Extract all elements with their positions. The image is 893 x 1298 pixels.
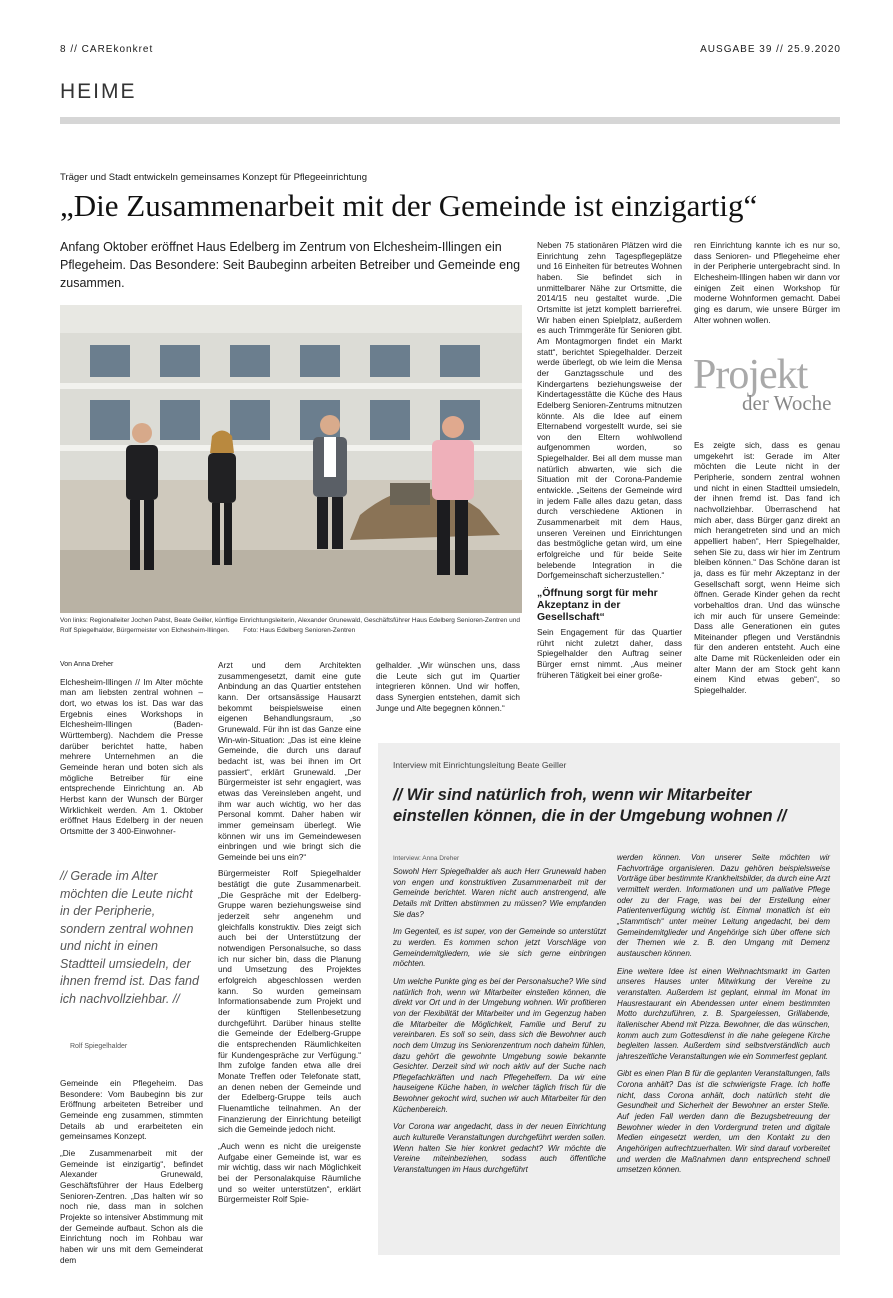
logo-line-2: der Woche bbox=[742, 391, 832, 415]
photo-credit: Foto: Haus Edelberg Senioren-Zentren bbox=[243, 627, 356, 634]
article-paragraph: Neben 75 stationären Plätzen wird die Einrichtung zehn Tagespflegeplätze und 16 Einheiten für betreutes Wohnen haben. Sie befindet sich in unmittelbarer Nähe zur Ortsmitte, die 2014/15 neu gestaltet wurde. „Die Ortsmitte ist jetzt komplett barrierefrei. Wir haben einen Spielplatz, außerdem es auch Trimmgeräte für Senioren gibt. Am Montagmorgen findet ein Markt statt“, berichtet Spiegelhalder. Derzeit werde überlegt, ob wie leim die Mensa der Ganztagsschule und des Kindergartens beziehungsweise der Kindertagesstätte die Küche des Haus Edelberg Senioren-Zentrums mitnutzen könnte. Als die Idee auf einem Elternabend vorgestellt wurde, sei sie von den Eltern wohlwollend aufgenommen worden, so Spiegelhalder. Bei all dem musse man natürlich abwarten, wie sich die Situation mit der Corona-Pandemie entwickle. „Seitens der Gemeinde wird in jedem Falle alles dazu getan, dass durch verschiedene Aktionen in Zusammenarbeit mit dem Haus, unseren Vereinen und Einrichtungen das bestmögliche getan wird, um eine erfolgreiche und für beide Seite belebende Integration in die Dorfgemeinschaft sicherzustellen.“ bbox=[537, 240, 682, 581]
article-paragraph: Gemeinde ein Pflegeheim. Das Besondere: Vom Baubeginn bis zur Eröffnung arbeiteten Betreiber und Gemeinde eng zusammen, stimmten Details ab und erarbeiteten ein gemeinsames Konzept. bbox=[60, 1078, 203, 1142]
article-column-1-continued bbox=[60, 1078, 203, 1271]
interview-paragraph: Eine weitere Idee ist einen Weihnachtsmarkt im Garten unseres Hauses unter Mitwirkung der Vereine zu veranstalten. Außerdem ist geplant, einmal im Monat im Hausrestaurant ein Abendessen unter einem bestimmten Motto durchzuführen, z. B. Spargelessen, Grillabende, italienischer Abend mit Pizza. Bewohner, die das wünschen, komm auch zum Gottesdienst in die nahe gelegene Kirche begleiten lassen. Außerdem sind selbstverständlich auch jahreszeitliche Veranstaltungen wie ein Sommerfest geplant. bbox=[617, 966, 830, 1061]
subheading: „Öffnung sorgt für mehr Akzeptanz in der Gesellschaft“ bbox=[537, 587, 658, 623]
running-head-left: 8 // CAREkonkret bbox=[60, 44, 154, 55]
article-column-4 bbox=[537, 240, 682, 686]
caption-text: Von links: Regionalleiter Jochen Pabst, Beate Geiller, künftige Einrichtungsleiterin, Alexander Grunewald, Geschäftsführer Haus Edelberg Senioren-Zentren und Rolf Spiegelhalder, Bürgermeister von Elchesheim-Illingen. bbox=[60, 617, 520, 634]
article-paragraph: Arzt und dem Architekten zusammengesetzt, damit eine gute Anbindung an das Quartier entstehen kann. Der ortsansässige Hausarzt bekommt beispielsweise einen eigenen Behandlungsraum, „so Grunewald. Für ihn ist das Ganze eine Win-win-Situation: „Das ist eine kleine Gemeinde, die durch uns darauf bedacht ist, was bei ihnen im Ort passiert“, erklärt Grunewald. „Der Bürgermeister ist sehr engagiert, was etwas das Vereinsleben angeht, und ihm war auch wichtig, wo her das Personal kommt. Daher haben wir immer gemeinsam überlegt. Wie können wir uns im Gemeindewesen einbringen und wie bringt sich die Gemeinde bei uns ein?“ bbox=[218, 660, 361, 862]
article-paragraph: gelhalder. „Wir wünschen uns, dass die Leute sich gut im Quartier integrieren können. Und wir hoffen, dass Synergien entstehen, damit sich Junge und Alte begegnen können.“ bbox=[376, 660, 520, 713]
interview-title: // Wir sind natürlich froh, wenn wir Mitarbeiter einstellen können, die in der Umgebung wohnen // bbox=[393, 786, 787, 825]
interview-column-1 bbox=[393, 867, 606, 1183]
interview-paragraph: Im Gegenteil, es ist super, von der Gemeinde so unterstützt zu werden. Es kommen schon jetzt Vorschläge von Gemeindemitgliedern, wie sie sich gerne einbringen möchten. bbox=[393, 927, 606, 969]
interview-paragraph: Gibt es einen Plan B für die geplanten Veranstaltungen, falls Corona anhält? Das ist die schwierigste Frage. Ich hoffe nicht, dass Corona anhält, doch natürlich steht die Gesundheit und Sicherheit der Bewohner an erster Stelle. Auf jeden Fall werden dann die Bezugsbetreuung der Bewohner wieder in den Vordergrund treten und digitale Medien eingesetzt werden, um den Kontakt zu den Angehörigen aufrechtzuerhalten. Wir sind darauf vorbereitet und werden die Maßnahmen dann entsprechend schnell umsetzen können. bbox=[617, 1069, 830, 1175]
article-column-5 bbox=[694, 240, 840, 331]
article-headline: „Die Zusammenarbeit mit der Gemeinde ist einzigartig“ bbox=[60, 188, 758, 223]
interview-paragraph: Sowohl Herr Spiegelhalder als auch Herr Grunewald haben von engen und konstruktiven Zusammenarbeit mit der Gemeinde berichtet. Waren nicht auch anstrengend, alle Details mit Dritten abstimmen zu müssen? Wie empfanden Sie das? bbox=[393, 867, 606, 919]
article-paragraph: Sein Engagement für das Quartier rührt nicht zuletzt daher, dass Spiegelhalder den Auftrag seiner Bürger ernst nimmt. „Aus meiner früheren Tätigkeit bei einer große- bbox=[537, 627, 682, 680]
article-column-3 bbox=[376, 660, 520, 719]
article-paragraph: „Die Zusammenarbeit mit der Gemeinde ist einzigartig“, befindet Alexander Grunewald, Geschäftsführer der Haus Edelberg Senioren-Zentren. „Das halten wir so noch nie, dass man in solchen Projekte so intensiver Abstimmung mit der Gemeinde aufbaut. Schon als die Einrichtung noch im Rohbau war haben wir uns mit dem Gemeinderat dem bbox=[60, 1147, 203, 1265]
photo-illustration bbox=[60, 305, 522, 613]
running-head-right: AUSGABE 39 // 25.9.2020 bbox=[700, 44, 841, 55]
article-paragraph: ren Einrichtung kannte ich es nur so, dass Senioren- und Pflegeheime eher in der Peripherie untergebracht sind. In Elchesheim-Illingen haben wir dann vor einigen Zeit einen Workshop für moderne Wohnformen gemacht. Dabei ging es darum, wie unsere Bürger im Alter wohnen wollen. bbox=[694, 240, 840, 325]
article-kicker: Träger und Stadt entwickeln gemeinsames Konzept für Pflegeeinrichtung bbox=[60, 172, 367, 183]
article-photo bbox=[60, 305, 522, 613]
section-divider bbox=[60, 117, 840, 124]
photo-caption bbox=[60, 616, 522, 636]
interview-paragraph: Um welche Punkte ging es bei der Personalsuche? Wie sind natürlich froh, wenn wir Mitarbeiter einstellen können, die direkt vor Ort und in der Umgebung wohnen. Wir profitieren von der Flexibilität der Mitarbeiter und im Gegenzug haben die Mitarbeiter die Möglichkeit, Familie und Beruf zu vereinbaren. Es soll so sein, dass sich die Bewohner auch noch dem Umzug ins Seniorenzentrum noch daheim fühlen, dazu gehört die gewohnte Umgebung sowie bekannte Gesichter. Derzeit sind wir noch aktiv auf der Suche nach Pflegefachkräften und nach Pflegehelfern. Da wir eine hauseigene Küche haben, in welcher täglich frisch für die Bewohner gekocht wird, suchen wir auch Mitarbeiter für den Küchenbereich. bbox=[393, 976, 606, 1114]
article-column-5-continued bbox=[694, 440, 840, 702]
article-paragraph: Bürgermeister Rolf Spiegelhalder bestätigt die gute Zusammenarbeit. „Die Gespräche mit der Edelberg-Gruppe waren beziehungsweise sind jederzeit sehr angenehm und gleichfalls konstruktiv. Dies zeigt sich auch bei der Unterstützung der notwendigen Personalsuche, so dass ich nur sicher bin, dass die Planung und Umsetzung des Projektes erfolgreich abgeschlossen werden kann. So wurden gemeinsam Informationsabende zum Projekt und der künftigen Stellenbesetzung durchgeführt. Darüber hinaus stellte die Gemeinde der Edelberg-Gruppe die entsprechenden Räumlichkeiten für Kundengespräche zur Verfügung.“ Ihm zufolge fanden etwa alle drei Monate Treffen oder Telefonate statt, an denen neben der Gemeinde und der Edelberg-Gruppe teils auch Fluenamtliche teilnahmen. An der Finanzierung der Einrichtung beteiligt sich die Gemeinde jedoch nicht. bbox=[218, 868, 361, 1135]
interview-paragraph: werden können. Von unserer Seite möchten wir Fachvorträge organisieren. Dazu gehören beispielsweise Vorträge über bestimmte Krankheitsbilder, da durch eine Arzt vermittelt werden. Informationen und um palliative Pflege oder zu der Frage, was bei der Erstellung einer Patientenverfügung wichtig ist. Einmal monatlich ist ein „Stammtisch“ unter meiner Leitung angedacht, bei dem Gemeindemitglieder und Angehörige sich über offene sich der Themen wie z. B. den Umgang mit Demenz austauschen können. bbox=[617, 853, 831, 958]
article-author: Von Anna Dreher bbox=[60, 661, 114, 668]
article-column-2 bbox=[218, 660, 361, 1211]
pull-quote: // Gerade im Alter möchten die Leute nicht in der Peripherie, sondern zentral wohnen und nicht in einen Stadtteil umsiedeln, der ihnen fremd ist. Das fand ich nachvollziehbar. // bbox=[60, 869, 199, 1006]
interview-column-2 bbox=[617, 853, 830, 1183]
interview-kicker: Interview mit Einrichtungsleitung Beate Geiller bbox=[393, 760, 567, 770]
article-lead: Anfang Oktober eröffnet Haus Edelberg im Zentrum von Elchesheim-Illingen ein Pflegeheim. Das Besondere: Seit Baubeginn arbeiten Betreiber und Gemeinde eng zusammen. bbox=[60, 240, 521, 290]
projekt-der-woche-logo bbox=[693, 352, 843, 425]
article-paragraph: Es zeigte sich, dass es genau umgekehrt ist: Gerade im Alter möchten die Leute nicht in der Peripherie, sondern zentral wohnen und nicht in einen Stadtteil umsiedeln, der ihnen fremd ist. Das fand ich nachvollziehbar. Überraschend hat mich aber, dass Bürger ganz direkt an mich herangetreten sind und an mich appelliert haben“, Herr Spiegelhalder, sehen Sie zu, dass wir hier im Zentrum bleiben können.“ Das Schöne daran ist ja, dass es für mehr Akzeptanz in der Gesellschaft sorgt, wenn Heime sich öffnen. Gerade Kinder gehen da recht vorbehaltlos dran. Und das wünsche ich mir auch für unsere Gemeinde: Dass alle Generationen ein gutes Miteinander pflegen und Verständnis für den anderen entsteht. Auch eine alte Dame mit Rückenleiden oder ein alter Mann der am Stock geht kann einem Kind etwas geben“, so Spiegelhalder. bbox=[694, 440, 840, 696]
article-paragraph: Elchesheim-Illingen // Im Alter möchte man am liebsten zentral wohnen – dort, wo etwas los ist. Das war das Ergebnis eines Workshops in Elchesheim-Illingen (Baden-Württemberg). Nachdem die Presse darüber berichtet hatte, haben mehrere Unternehmen an die Gemeinde heran und boten sich als mögliche Betreiber für eine entsprechende Einrichtung an. Ab Herbst kann der Wunsch der Bürger Wirklichkeit werden. Am 1. Oktober eröffnet Haus Edelberg in der neuen Ortsmitte der 3 400-Einwohner- bbox=[60, 676, 203, 836]
article-paragraph: „Auch wenn es nicht die ureigenste Aufgabe einer Gemeinde ist, war es mir wichtig, dass wir nach Möglichkeit bei der Personalakquise Räumliche und so weiter unterstützen“, erklärt Bürgermeister Rolf Spie- bbox=[218, 1140, 361, 1205]
section-label: HEIME bbox=[60, 80, 137, 103]
logo-line-1: Projekt bbox=[693, 352, 808, 398]
interview-byline: Interview: Anna Dreher bbox=[393, 855, 460, 862]
article-column-1 bbox=[60, 660, 203, 843]
pull-quote-author: Rolf Spiegelhalder bbox=[70, 1043, 128, 1050]
interview-paragraph: Vor Corona war angedacht, dass in der neuen Einrichtung auch kulturelle Veranstaltungen durchgeführt werden sollen. Wenn halten Sie hier konkret gedacht? Wir möchte die Vereine miteinbeziehen, sodass auch öffentliche Veranstaltungen im Haus durchgeführt bbox=[393, 1122, 606, 1175]
